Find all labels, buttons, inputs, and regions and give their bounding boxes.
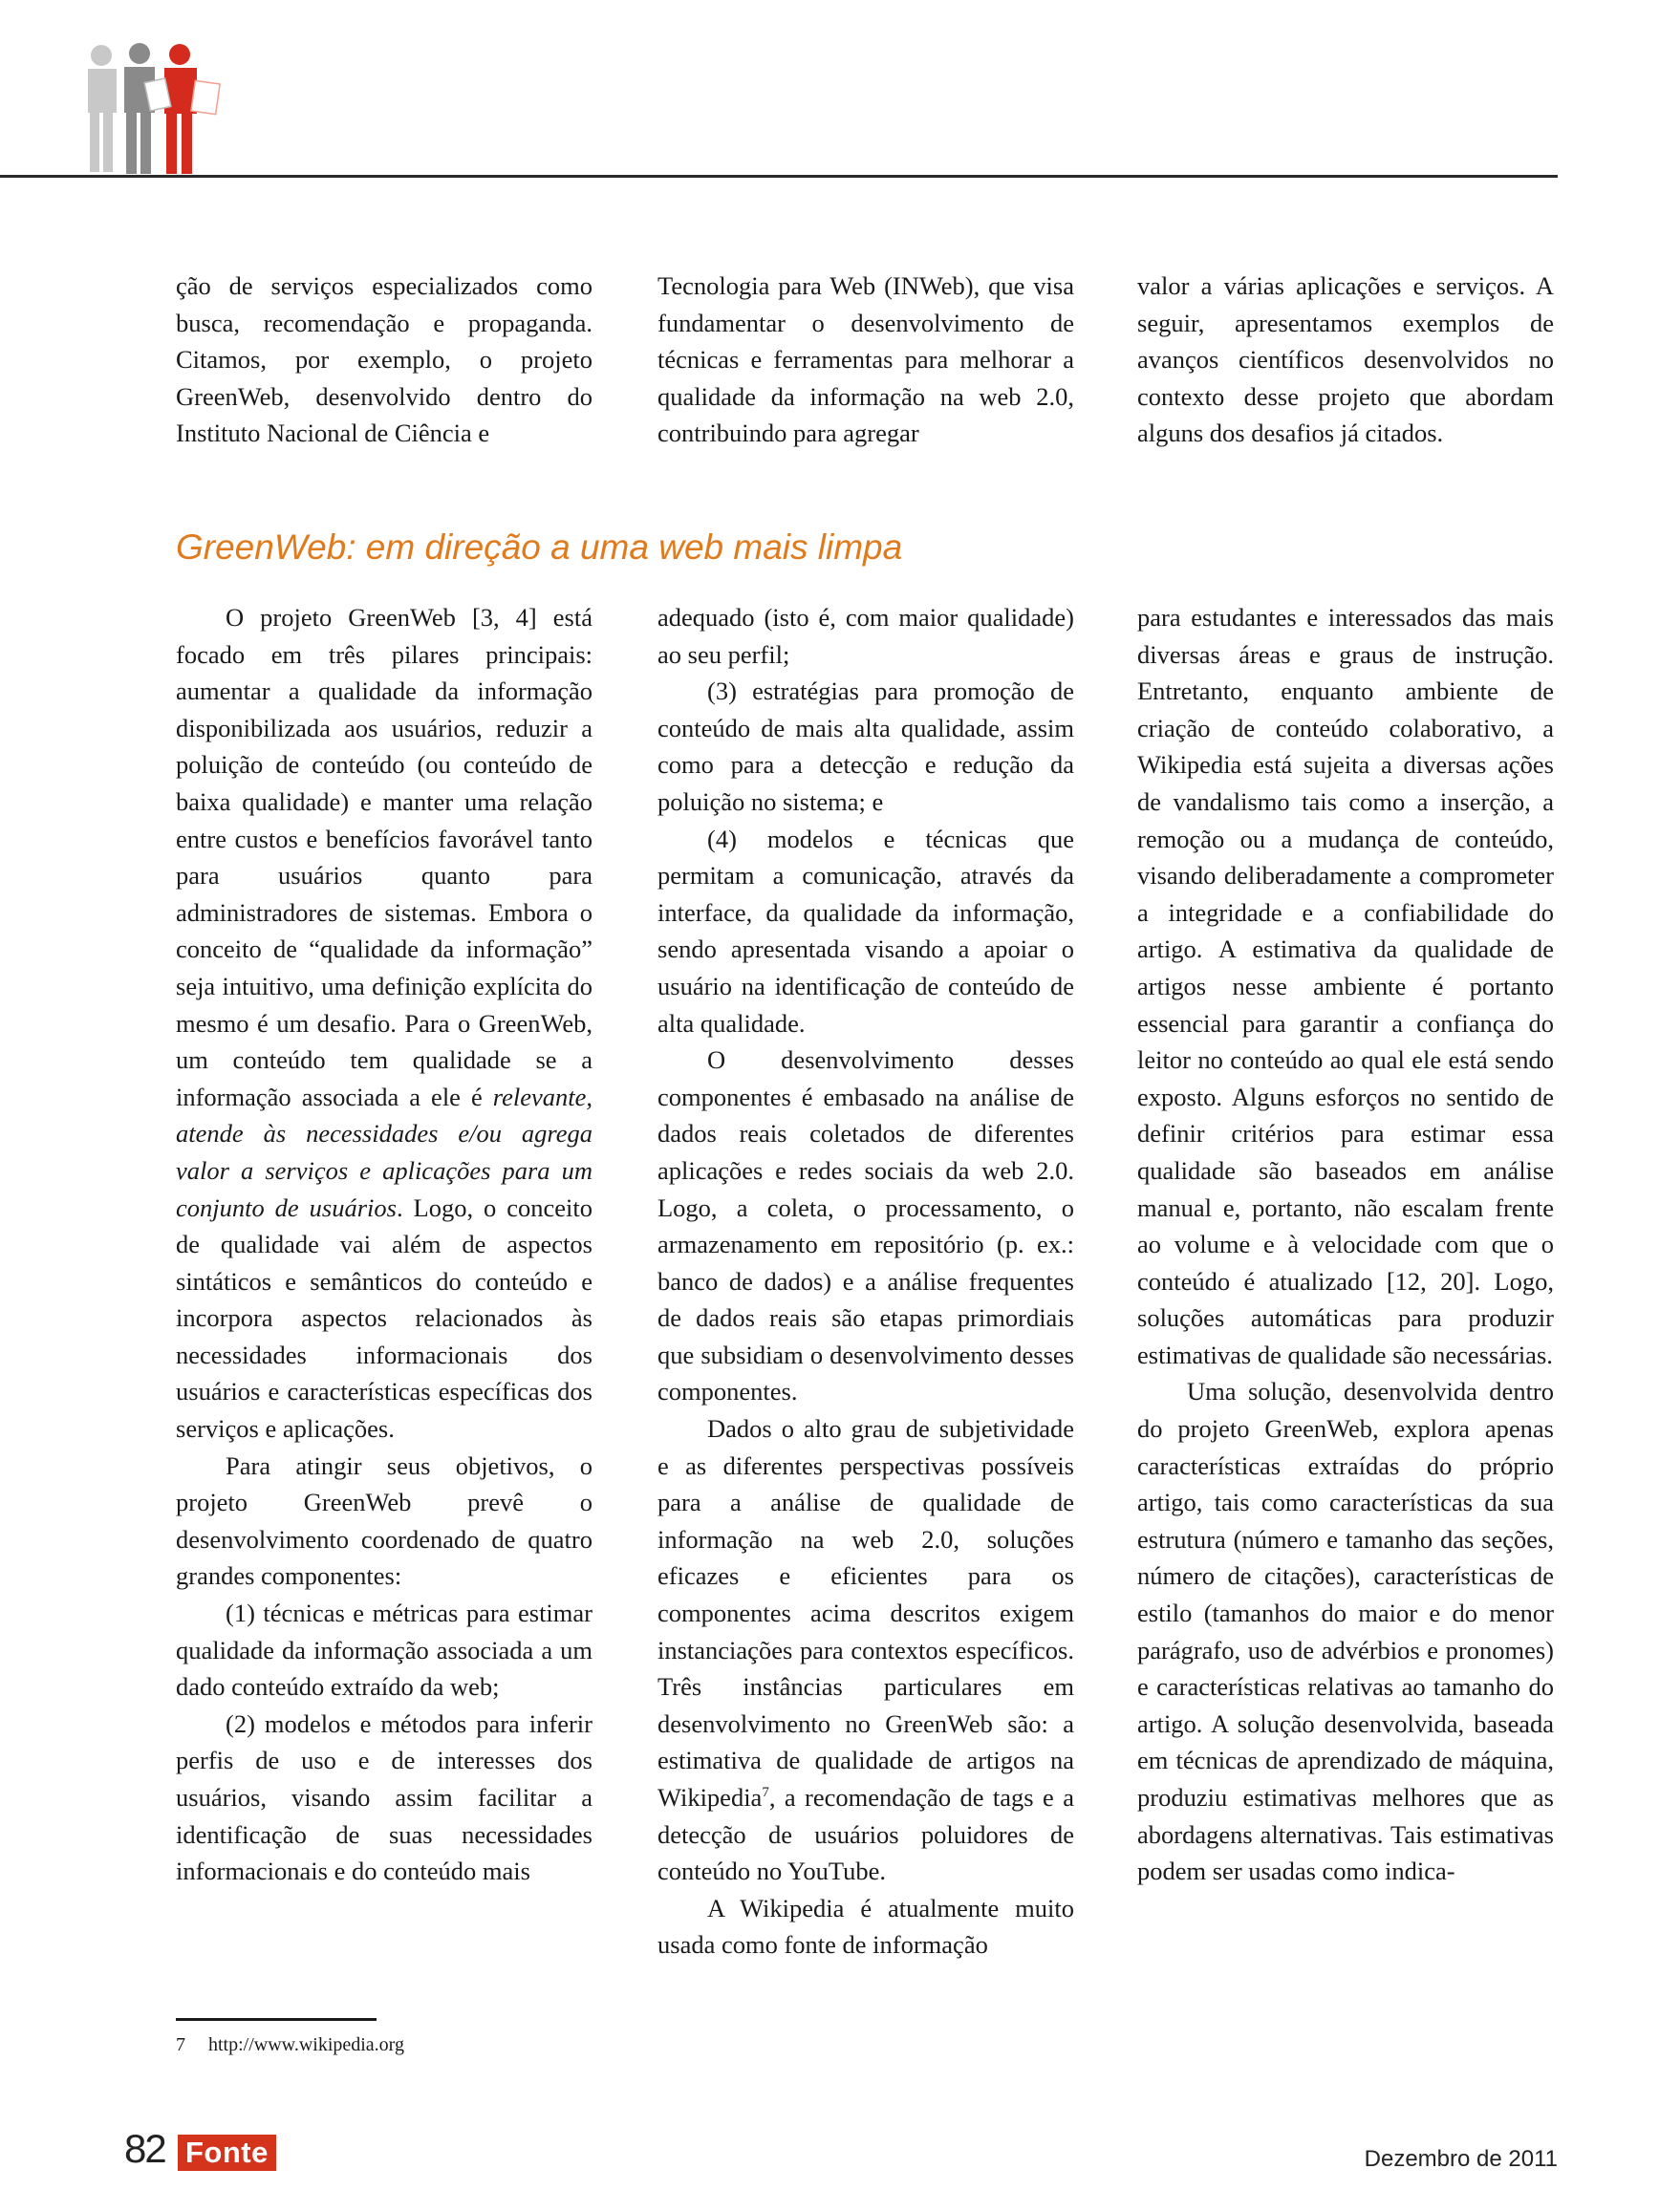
footnote — [176, 2032, 404, 2057]
paragraph-text: O projeto GreenWeb [3, 4] está focado em três pilares principais: aumentar a qualidade da informação disponibilizada aos usuários, reduzir a poluição de conteúdo (ou conteúdo de baixa qualidade) e manter uma relação entre custos e benefícios favorável tanto para usuários quanto para administradores de sistemas. Embora o conceito de “qualidade da informação” seja intuitivo, uma definição explícita do mesmo é um desafio. Para o GreenWeb, um conteúdo tem qualidade se a informação associada a ele é — [176, 603, 592, 1111]
footnote-link[interactable]: http://www.wikipedia.org — [208, 2034, 404, 2055]
list-item: adequado (isto é, com maior qualidade) ao seu perfil; — [657, 603, 1074, 669]
section-column-1 — [176, 599, 592, 1890]
paragraph-text: . Logo, o conceito de qualidade vai além de aspectos sintáticos e semânticos do conteúdo e incorpora aspectos relacionados às necessidades informacionais dos usuários e características específicas dos serviços e aplicações. — [176, 1192, 592, 1444]
paragraph: para estudantes e interessados das mais diversas áreas e graus de instrução. Entretanto, enquanto ambiente de criação de conteúdo colaborativo, a Wikipedia está sujeita a diversas ações de vandalismo tais como a inserção, a remoção ou a mudança de conteúdo, visando deliberadamente a comprometer a integridade e a confiabilidade do artigo. A estimativa da qualidade de artigos nesse ambiente é portanto essencial para garantir a confiança do leitor no conteúdo ao qual ele está sendo exposto. Alguns esforços no sentido de definir critérios para estimar essa qualidade são baseados em análise manual e, portanto, não escalam frente ao volume e à velocidade com que o conteúdo é atualizado [12, 20]. Logo, soluções automáticas para produzir estimativas de qualidade são necessárias. — [1137, 603, 1554, 1369]
section-column-3 — [1137, 599, 1554, 1890]
paragraph: Para atingir seus objetivos, o projeto GreenWeb prevê o desenvolvimento coordenado de quatro grandes componentes: — [176, 1450, 592, 1591]
footnote-number: 7 — [176, 2034, 185, 2055]
paragraph-text: , a recomendação de tags e a detecção de usuários poluidores de conteúdo no YouTube. — [657, 1783, 1074, 1886]
footnote-rule — [176, 2018, 377, 2021]
intro-column-3 — [1137, 268, 1554, 452]
paragraph: O desenvolvimento desses componentes é embasado na análise de dados reais coletados de diferentes aplicações e redes sociais da web 2.0. Logo, a coleta, o processamento, o armazenamento em repositório (p. ex.: banco de dados) e a análise frequentes de dados reais são etapas primordiais que subsidiam o desenvolvimento desses componentes. — [657, 1045, 1074, 1407]
list-item: (4) modelos e técnicas que permitam a comunicação, através da interface, da qualidade da informação, sendo apresentada visando a apoiar o usuário na identificação de conteúdo de alta qualidade. — [657, 824, 1074, 1038]
list-item: (2) modelos e métodos para inferir perfis de uso e de interesses dos usuários, visando assim facilitar a identificação de suas necessidades informacionais e do conteúdo mais — [176, 1708, 592, 1886]
issue-date: Dezembro de 2011 — [1364, 2146, 1558, 2172]
paragraph — [176, 599, 592, 1448]
paragraph — [657, 1410, 1074, 1890]
section-heading: GreenWeb: em direção a uma web mais limpa — [176, 527, 903, 567]
paragraph: A Wikipedia é atualmente muito usada como fonte de informação — [657, 1893, 1074, 1960]
page-number: 82 — [124, 2126, 165, 2171]
emphasized-text: relevante, atende às necessidades e/ou agrega valor a serviços e aplicações para um conjunto de usuários — [176, 1082, 592, 1222]
brand-logo: Fonte — [178, 2135, 276, 2171]
footnote-reference[interactable]: 7 — [762, 1785, 769, 1801]
intro-paragraph: Tecnologia para Web (INWeb), que visa fundamentar o desenvolvimento de técnicas e ferramentas para melhorar a qualidade da informação na web 2.0, contribuindo para agregar — [657, 271, 1074, 448]
list-item: (3) estratégias para promoção de conteúdo de mais alta qualidade, assim como para a detecção e redução da poluição no sistema; e — [657, 676, 1074, 816]
intro-paragraph: ção de serviços especializados como busca, recomendação e propaganda. Citamos, por exemplo, o projeto GreenWeb, desenvolvido dentro do Instituto Nacional de Ciência e — [176, 271, 592, 448]
header-rule — [0, 175, 1558, 178]
intro-column-1 — [176, 268, 592, 452]
section-column-2 — [657, 599, 1074, 1964]
intro-column-2 — [657, 268, 1074, 452]
list-item: (1) técnicas e métricas para estimar qualidade da informação associada a um dado conteúdo extraído da web; — [176, 1599, 592, 1702]
paragraph: Uma solução, desenvolvida dentro do projeto GreenWeb, explora apenas características extraídas do próprio artigo, tais como características da sua estrutura (número e tamanho das seções, número de citações), características de estilo (tamanhos do maior e do menor parágrafo, uso de advérbios e pronomes) e características relativas ao tamanho do artigo. A solução desenvolvida, baseada em técnicas de aprendizado de máquina, produziu estimativas melhores que as abordagens alternativas. Tais estimativas podem ser usadas como indica- — [1137, 1377, 1554, 1886]
intro-paragraph: valor a várias aplicações e serviços. A seguir, apresentamos exemplos de avanços científicos desenvolvidos no contexto desse projeto que abordam alguns dos desafios já citados. — [1137, 271, 1554, 448]
paragraph-text: Dados o alto grau de subjetividade e as diferentes perspectivas possíveis para a análise de qualidade de informação na web 2.0, soluções eficazes e eficientes para os componentes acima descritos exigem instanciações para contextos específicos. Três instâncias particulares em desenvolvimento no GreenWeb são: a estimativa de qualidade de artigos na Wikipedia — [657, 1414, 1074, 1812]
people-figures-icon — [80, 42, 229, 176]
